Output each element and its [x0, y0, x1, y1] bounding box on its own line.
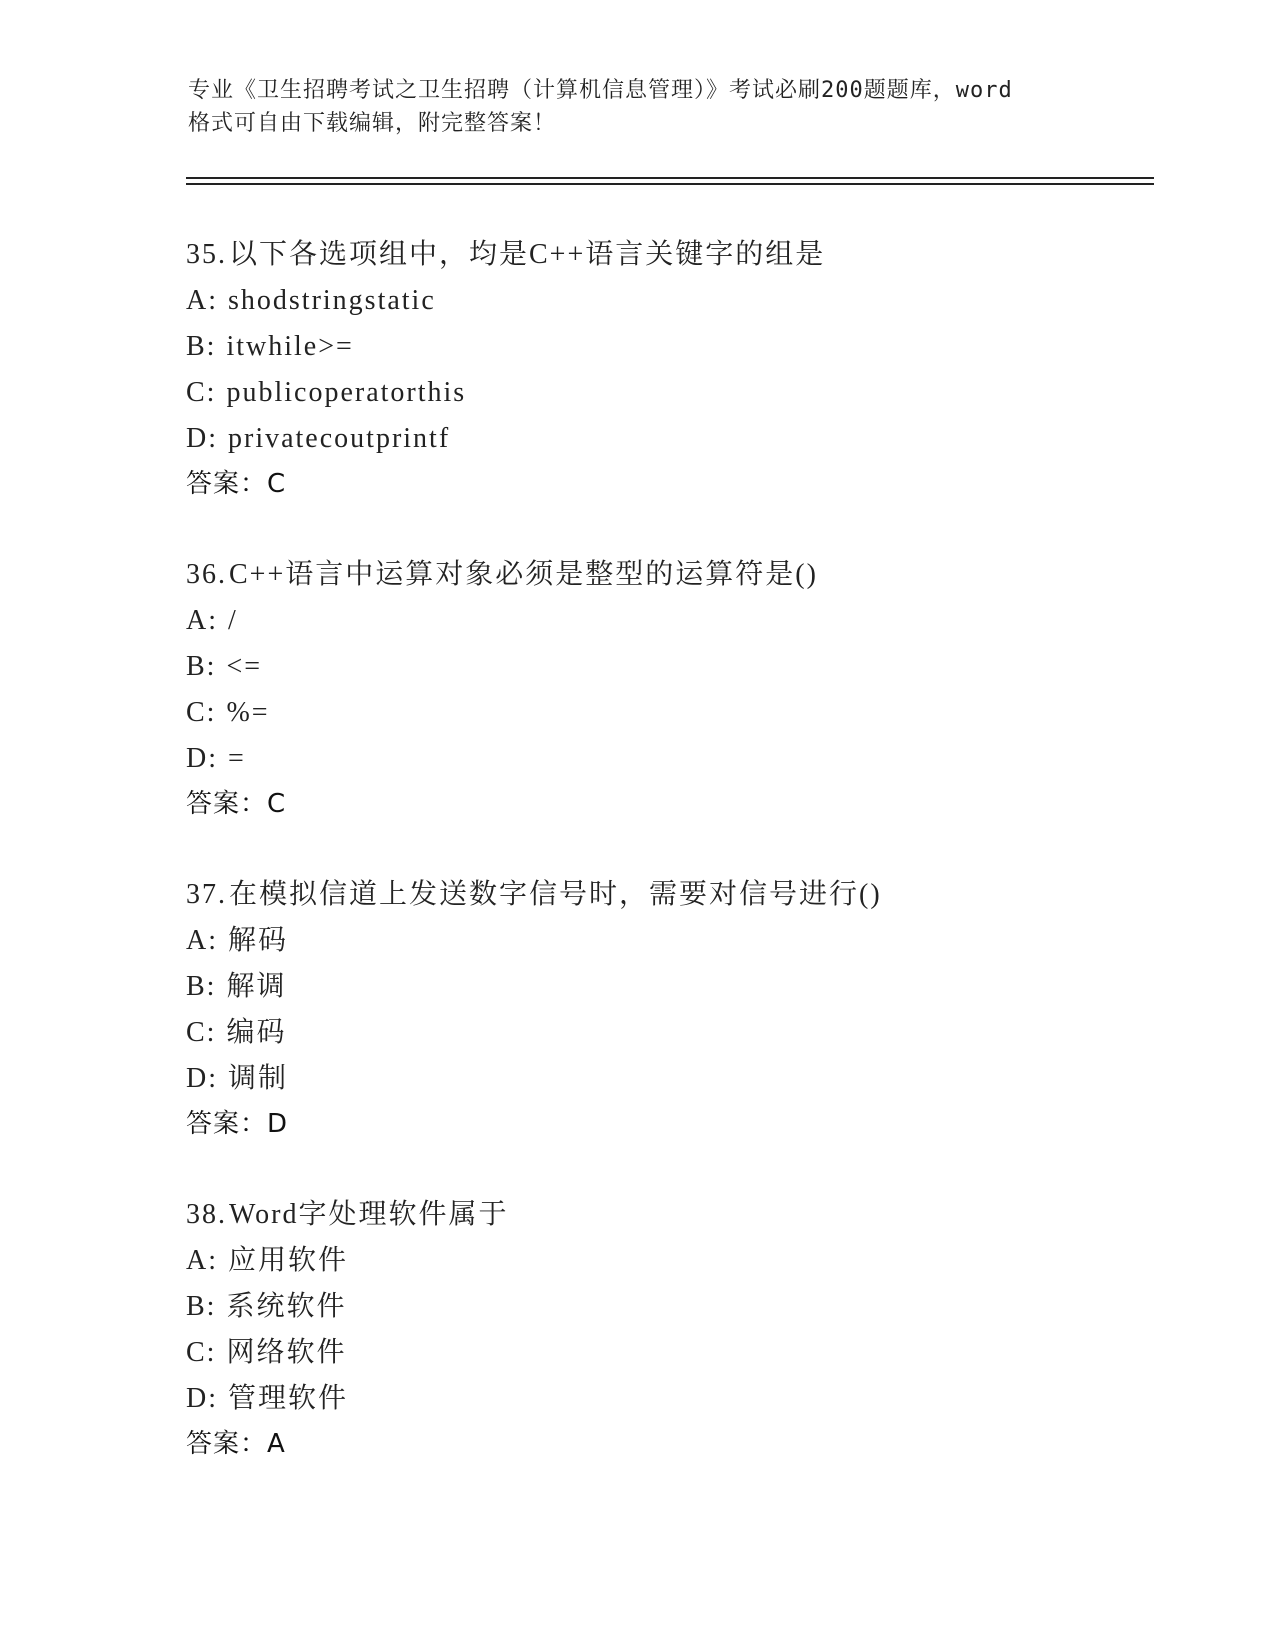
answer-value: D	[267, 1109, 289, 1139]
header-divider-top	[186, 177, 1154, 179]
option-text: %=	[226, 697, 270, 728]
option-letter: D:	[186, 1063, 218, 1094]
option-b	[186, 644, 1146, 690]
option-letter: B:	[186, 651, 217, 682]
option-d	[186, 1056, 1146, 1102]
answer-prefix: 答案：	[186, 789, 268, 819]
option-d	[186, 1376, 1146, 1422]
option-text: 系统软件	[226, 1291, 347, 1322]
question-list	[186, 232, 1146, 1512]
question-number: 36.	[186, 559, 227, 590]
question-36	[186, 552, 1146, 872]
option-letter: D:	[186, 743, 218, 774]
question-37	[186, 872, 1146, 1192]
option-text: =	[228, 743, 246, 774]
option-a	[186, 278, 1146, 324]
answer-value: C	[267, 469, 287, 499]
option-text: <=	[226, 651, 263, 682]
option-text: itwhile>=	[226, 331, 354, 362]
option-text: privatecoutprintf	[228, 423, 451, 454]
option-text: shodstringstatic	[228, 285, 436, 316]
answer-prefix: 答案：	[186, 469, 268, 499]
option-text: 应用软件	[228, 1245, 349, 1276]
option-letter: A:	[186, 285, 218, 316]
option-a	[186, 598, 1146, 644]
option-letter: C:	[186, 1337, 217, 1368]
question-text: C++语言中运算对象必须是整型的运算符是()	[229, 559, 818, 590]
question-number: 35.	[186, 239, 227, 270]
header-divider-bottom	[186, 183, 1154, 185]
question-35	[186, 232, 1146, 552]
option-text: 解调	[226, 971, 287, 1002]
answer-line	[186, 462, 1146, 506]
option-text: /	[228, 605, 238, 636]
option-letter: A:	[186, 925, 218, 956]
answer-line	[186, 782, 1146, 826]
question-text: Word字处理软件属于	[229, 1199, 509, 1230]
answer-value: A	[267, 1429, 286, 1459]
option-b	[186, 324, 1146, 370]
option-text: 解码	[228, 925, 289, 956]
option-text: publicoperatorthis	[226, 377, 467, 408]
option-c	[186, 690, 1146, 736]
question-stem	[186, 232, 1146, 278]
option-text: 管理软件	[228, 1383, 349, 1414]
option-a	[186, 918, 1146, 964]
header-line-2: 格式可自由下载编辑，附完整答案！	[188, 111, 557, 136]
option-letter: D:	[186, 1383, 218, 1414]
question-number: 37.	[186, 879, 227, 910]
answer-prefix: 答案：	[186, 1109, 268, 1139]
answer-prefix: 答案：	[186, 1429, 268, 1459]
option-text: 编码	[226, 1017, 287, 1048]
option-letter: C:	[186, 377, 217, 408]
question-stem	[186, 872, 1146, 918]
answer-line	[186, 1422, 1146, 1466]
question-stem	[186, 552, 1146, 598]
option-letter: C:	[186, 697, 217, 728]
option-letter: B:	[186, 331, 217, 362]
option-text: 网络软件	[226, 1337, 347, 1368]
option-letter: C:	[186, 1017, 217, 1048]
option-letter: D:	[186, 423, 218, 454]
option-letter: A:	[186, 605, 218, 636]
answer-value: C	[267, 789, 287, 819]
option-c	[186, 1010, 1146, 1056]
option-letter: A:	[186, 1245, 218, 1276]
option-letter: B:	[186, 1291, 217, 1322]
question-stem	[186, 1192, 1146, 1238]
header-line-1: 专业《卫生招聘考试之卫生招聘（计算机信息管理）》考试必刷200题题库，word	[188, 78, 1013, 103]
question-number: 38.	[186, 1199, 227, 1230]
option-a	[186, 1238, 1146, 1284]
option-c	[186, 370, 1146, 416]
option-d	[186, 416, 1146, 462]
option-b	[186, 964, 1146, 1010]
question-text: 在模拟信道上发送数字信号时，需要对信号进行()	[229, 879, 882, 910]
question-38	[186, 1192, 1146, 1512]
answer-line	[186, 1102, 1146, 1146]
option-b	[186, 1284, 1146, 1330]
question-text: 以下各选项组中，均是C++语言关键字的组是	[229, 239, 826, 270]
option-letter: B:	[186, 971, 217, 1002]
option-d	[186, 736, 1146, 782]
document-header	[188, 74, 1088, 140]
option-text: 调制	[228, 1063, 289, 1094]
option-c	[186, 1330, 1146, 1376]
